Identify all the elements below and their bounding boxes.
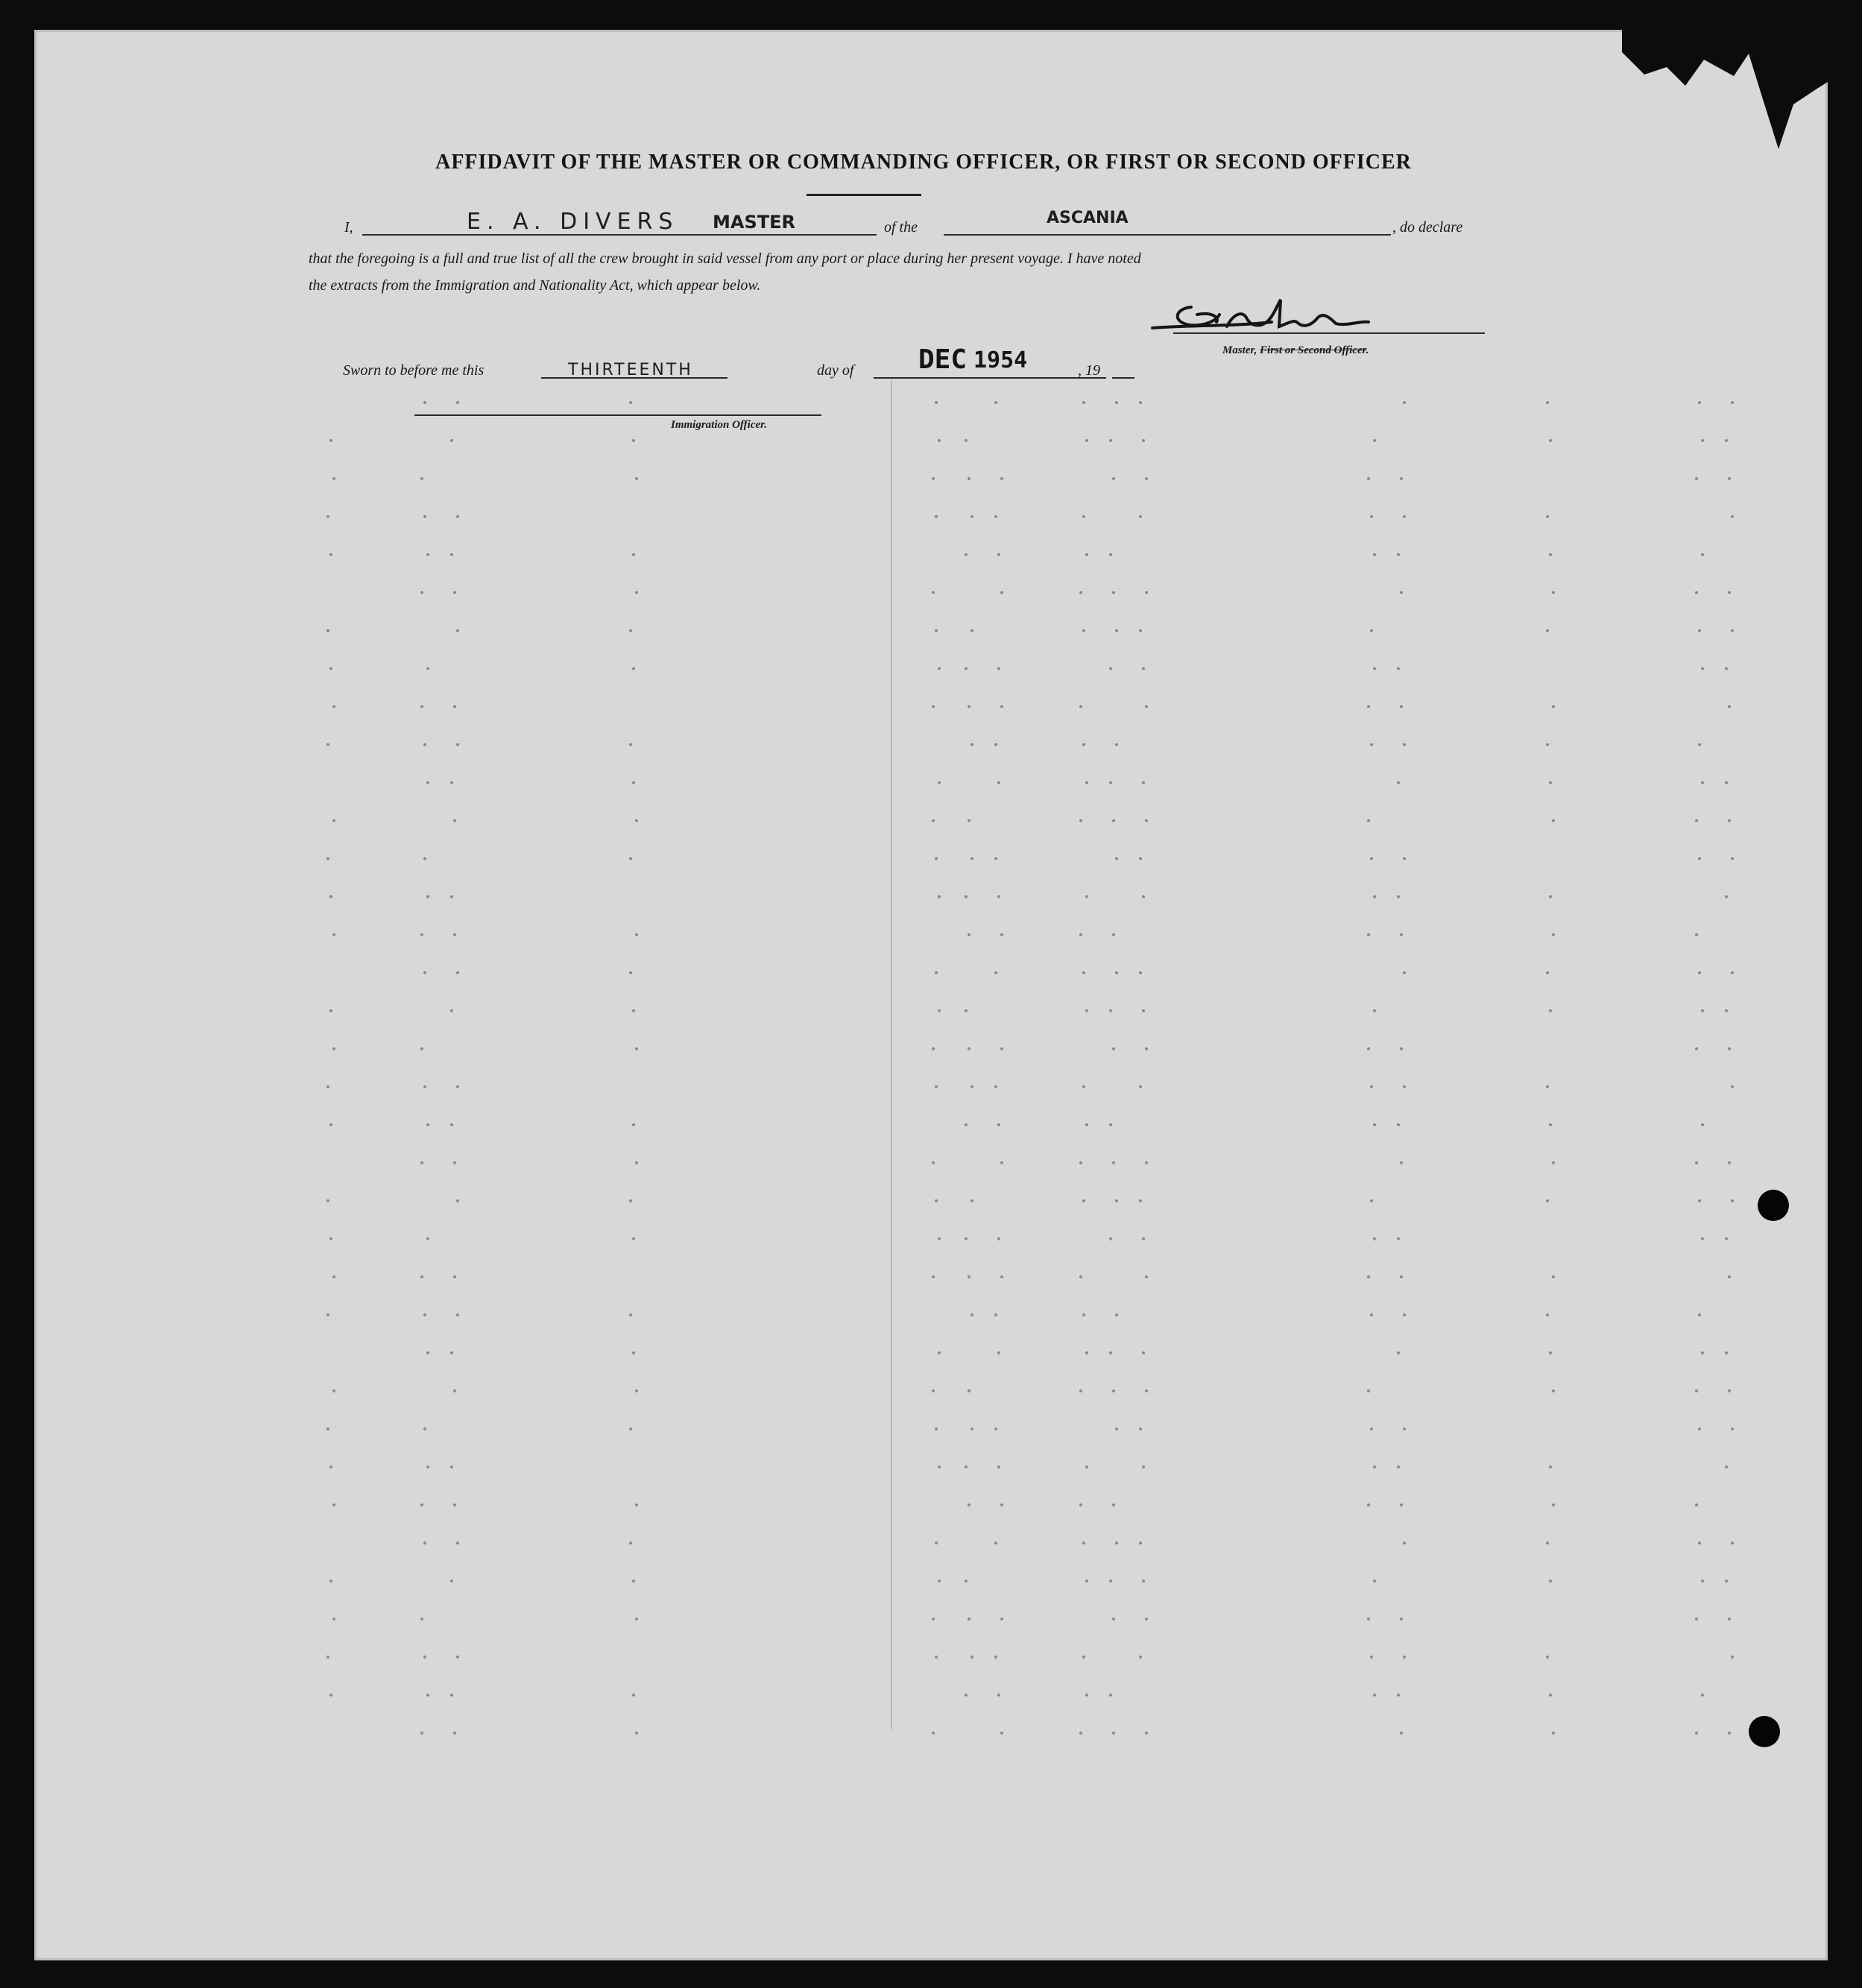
vessel-blank [944, 234, 1391, 236]
year-blank [1112, 377, 1134, 379]
master-name-handwritten: E. A. DIVERS [467, 209, 679, 235]
immigration-officer-line [414, 414, 821, 416]
i-label: I, [344, 219, 353, 236]
signature-line [1173, 332, 1485, 334]
title-underline [807, 194, 921, 196]
day-of-label: day of [817, 362, 854, 379]
date-stamp-month: DEC [918, 344, 968, 375]
rank-typed: MASTER [713, 212, 795, 233]
affidavit-body-line-1: that the foregoing is a full and true list of all the crew brought in said vessel from any port or place during her present voyage. I have noted [309, 250, 1141, 267]
sworn-label: Sworn to before me this [343, 362, 485, 379]
date-stamp-year: 1954 [973, 347, 1028, 373]
caption-period: . [1366, 344, 1369, 356]
master-signature [1145, 292, 1413, 341]
bleed-through-marks [34, 30, 1828, 1960]
vessel-name-typed: ASCANIA [1047, 209, 1129, 227]
month-blank [874, 377, 1106, 379]
caption-struck-officer: First or Second Officer [1260, 344, 1366, 356]
document-page [34, 30, 1828, 1960]
signature-caption [1222, 344, 1369, 357]
caption-master: Master, [1222, 344, 1257, 356]
punch-hole-upper [1758, 1190, 1789, 1221]
affidavit-body-line-2: the extracts from the Immigration and Nationality Act, which appear below. [309, 277, 761, 294]
day-handwritten: THIRTEENTH [568, 361, 693, 379]
affidavit-title: AFFIDAVIT OF THE MASTER OR COMMANDING OFFICER, OR FIRST OR SECOND OFFICER [435, 151, 1412, 174]
punch-hole-lower [1749, 1716, 1780, 1747]
immigration-officer-label: Immigration Officer. [671, 419, 767, 431]
year-prefix: , 19 [1078, 362, 1100, 379]
of-the-label: of the [884, 219, 918, 236]
do-declare-label: , do declare [1392, 219, 1463, 236]
